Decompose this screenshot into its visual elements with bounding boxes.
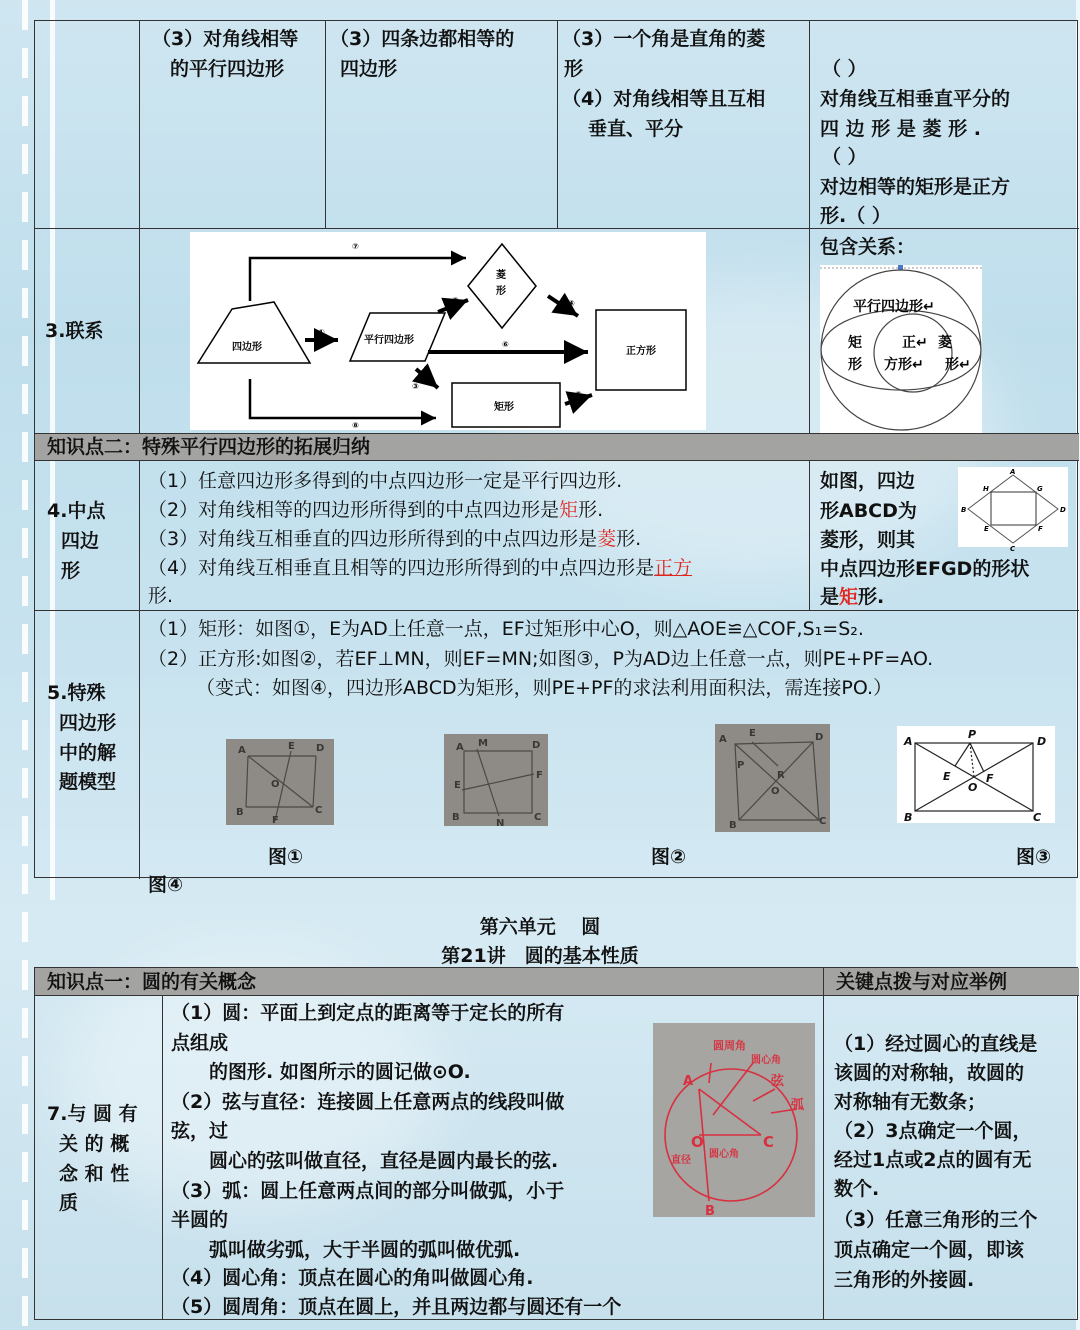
tips-cell [824,996,1079,1319]
section2-header [35,434,1079,461]
svg-text:E: E [984,525,989,533]
model-line-3: （变式：如图④，四边形ABCD为矩形，则PE+PF的求法利用面积法，需连接PO.） [196,677,893,699]
circle-label-cell [35,996,163,1319]
text-line: 对角线互相垂直平分的 [820,88,1011,110]
svg-text:弧: 弧 [791,1098,805,1113]
label-line: 四边 [61,530,100,552]
svg-text:C: C [315,805,323,816]
example-line: 形ABCD为 [820,500,917,522]
lecture-title: 第21讲 圆的基本性质 [441,945,639,967]
row-continued-col5 [810,21,1079,229]
venn-diagram [820,265,982,433]
blank-answer: （ ） [822,58,867,80]
row-continued-col2 [140,21,326,229]
concept-line: （5）圆周角：顶点在圆上，并且两边都与圆还有一个 [171,1296,622,1318]
svg-text:B: B [904,811,913,824]
concept-line: （3）弧：圆上任意两点间的部分叫做弧，小于 [171,1180,565,1202]
svg-text:四边形: 四边形 [232,342,262,353]
figure-1-photo [226,739,334,825]
svg-text:平行四边形: 平行四边形 [364,335,414,346]
tip-line: 该圆的对称轴，故圆的 [834,1062,1025,1084]
text-line: 的平行四边形 [170,58,285,80]
text-line: （3）对角线相等 [152,28,299,50]
relation-label-cell [35,229,140,434]
label-line: 关 的 概 [59,1133,130,1155]
svg-text:O: O [771,786,780,797]
svg-text:D: D [815,732,824,743]
caption-fig-1: 图① [268,846,304,868]
concept-line: 半圆的 [171,1209,229,1231]
model-line-1: （1）矩形：如图①，E为AD上任意一点，EF过矩形中心O，则△AOE≌△COF,S₁=S₂. [148,618,864,640]
label-line: 念 和 性 [59,1163,130,1185]
blank-answer: （ ） [822,146,867,168]
svg-text:弦: 弦 [771,1074,785,1089]
svg-text:A: A [904,735,913,748]
caption-fig-4: 图④ [148,874,184,896]
svg-text:⑤: ⑤ [575,390,582,399]
concept-line: （1）圆：平面上到定点的距离等于定长的所有 [171,1002,565,1024]
figure-3-photo [715,724,830,832]
svg-text:A: A [238,745,246,756]
svg-text:C: C [1033,811,1042,824]
midpoint-item-4: （4）对角线互相垂直且相等的四边形所得到的中点四边形是正方 [148,557,693,579]
text-line: 形.（ ） [820,205,891,227]
svg-text:F: F [272,815,279,826]
rhombus-midpoint-figure [958,467,1068,553]
svg-text:A: A [456,742,464,753]
concept-header-text: 知识点一：圆的有关概念 [47,971,257,993]
concept-line: （4）圆心角：顶点在圆心的角叫做圆心角. [171,1267,534,1289]
svg-text:F: F [536,770,543,781]
text-line: （4）对角线相等且互相 [562,88,766,110]
svg-text:正↵: 正↵ [902,335,928,351]
concept-line: 弧叫做劣弧，大于半圆的弧叫做优弧. [171,1239,521,1261]
svg-text:D: D [532,740,541,751]
svg-text:D: D [1037,735,1047,748]
concept-header [35,968,824,996]
svg-text:④: ④ [568,299,575,308]
text-line: 四 边 形 是 菱 形 . [820,118,981,140]
svg-text:B: B [961,506,967,514]
svg-text:M: M [478,738,488,749]
concept-line: 弦，过 [171,1120,229,1142]
model-label-cell [35,611,140,879]
svg-text:C: C [763,1133,775,1151]
label-line: 四边形 [59,712,117,734]
svg-text:R: R [777,770,785,781]
text-line: 垂直、平分 [588,118,684,140]
model-line-2: （2）正方形:如图②，若EF⊥MN，则EF=MN;如图③，P为AD边上任意一点，则PE+PF=AO. [148,648,934,670]
svg-text:A: A [683,1074,694,1089]
figure-4-diagram [897,726,1055,823]
tip-line: 经过1点或2点的圆有无 [834,1149,1032,1171]
inclusion-title: 包含关系： [820,236,916,258]
svg-text:D: D [316,743,325,754]
svg-text:O: O [271,779,280,790]
svg-text:矩形: 矩形 [494,402,514,413]
decorative-dashed-line [22,0,28,1330]
circle-photo [653,1023,815,1217]
svg-text:B: B [236,807,244,818]
tip-line: （3）任意三角形的三个 [834,1209,1038,1231]
tip-line: 三角形的外接圆. [834,1269,975,1291]
example-conclusion: 是矩形. [820,586,885,608]
text-line: 四边形 [340,58,398,80]
svg-text:O: O [691,1133,704,1151]
svg-text:⑥: ⑥ [502,340,509,349]
midpoint-label-cell [35,461,140,611]
svg-text:圆心角: 圆心角 [751,1055,781,1066]
svg-text:D: D [1060,506,1066,514]
svg-text:B: B [452,812,460,823]
label-line: 题模型 [59,771,117,793]
concept-line: （2）弦与直径：连接圆上任意两点的线段叫做 [171,1091,565,1113]
tips-header-text: 关键点拨与对应举例 [836,971,1008,993]
svg-text:直径: 直径 [671,1155,691,1166]
example-line: 菱形，则其 [820,529,916,551]
svg-text:C: C [1010,545,1016,553]
svg-text:E: E [454,780,461,791]
midpoint-item-1: （1）任意四边形多得到的中点四边形一定是平行四边形. [148,470,623,492]
label-line: 形 [61,560,81,582]
svg-text:圆心角: 圆心角 [709,1149,739,1160]
svg-text:B: B [729,820,737,831]
tip-line: 对称轴有无数条； [834,1091,987,1113]
svg-text:E: E [749,728,756,739]
bottom-table [34,967,1078,1320]
tip-line: 数个. [834,1178,880,1200]
svg-text:B: B [705,1204,715,1219]
label-line: 7.与 圆 有 [47,1103,138,1125]
label-line: 4.中点 [47,500,106,522]
svg-text:⑧: ⑧ [352,421,359,430]
figure-2-photo [444,734,548,829]
caption-fig-2: 图② [651,846,687,868]
midpoint-content-cell [140,461,810,611]
svg-text:F: F [986,772,994,785]
midpoint-item-2: （2）对角线相等的四边形所得到的中点四边形是矩形. [148,499,604,521]
concept-line: 点组成 [171,1032,229,1054]
tip-line: （1）经过圆心的直线是 [834,1033,1038,1055]
tip-line: 顶点确定一个圆，即该 [834,1239,1025,1261]
svg-text:形: 形 [496,286,506,297]
svg-text:O: O [968,781,978,794]
text-line: （3）四条边都相等的 [330,28,515,50]
row-continued-col4 [558,21,810,229]
svg-text:圆周角: 圆周角 [713,1039,746,1052]
svg-text:E: E [943,770,951,783]
label-line: 中的解 [59,742,117,764]
row-continued-label-cell [35,21,140,229]
svg-text:A: A [719,734,727,745]
svg-text:菱: 菱 [496,270,506,281]
section2-header-text: 知识点二：特殊平行四边形的拓展归纳 [47,436,371,458]
concept-line: 圆心的弦叫做直径，直径是圆内最长的弦. [171,1150,559,1172]
example-line: 中点四边形EFGD的形状 [820,558,1030,580]
svg-text:矩: 矩 [848,335,862,351]
inclusion-cell [810,229,1079,434]
svg-text:正方形: 正方形 [626,346,656,357]
example-line: 如图，四边 [820,470,916,492]
svg-text:形: 形 [848,357,862,373]
relation-label: 3.联系 [45,320,104,342]
label-line: 5.特殊 [47,682,106,704]
svg-text:N: N [496,818,505,829]
svg-text:G: G [1037,485,1043,493]
circle-content-cell [163,996,824,1319]
svg-text:形↵: 形↵ [945,357,971,373]
midpoint-item-3: （3）对角线互相垂直的四边形所得到的中点四边形是菱形. [148,528,642,550]
flowchart-diagram [190,232,706,430]
text-line: 对边相等的矩形是正方 [820,176,1011,198]
svg-text:A: A [1010,468,1016,476]
svg-text:P: P [968,728,977,741]
tips-header [824,968,1079,996]
svg-text:方形↵: 方形↵ [884,357,924,373]
svg-text:E: E [288,741,295,752]
svg-text:②: ② [452,296,459,305]
svg-text:F: F [1038,525,1043,533]
text-line: 形 [564,58,584,80]
svg-text:③: ③ [412,382,419,391]
midpoint-example-cell [810,461,1079,611]
caption-fig-3: 图③ [1016,846,1052,868]
svg-text:P: P [737,760,745,771]
relation-diagram-cell [140,229,810,434]
svg-text:①: ① [318,328,325,337]
svg-text:平行四边形↵: 平行四边形↵ [853,299,935,315]
midpoint-item-4-tail: 形. [148,585,174,607]
label-line: 质 [59,1192,79,1214]
row-continued-col3 [326,21,558,229]
model-content-cell [140,611,1079,896]
tip-line: （2）3点确定一个圆， [834,1120,1032,1142]
svg-text:C: C [534,812,542,823]
unit-title: 第六单元 圆 [479,916,601,938]
top-table [34,20,1078,896]
svg-text:H: H [983,485,989,493]
svg-text:菱: 菱 [938,335,952,351]
concept-line: 的图形. 如图所示的圆记做⊙O. [171,1061,471,1083]
text-line: （3）一个角是直角的菱 [562,28,766,50]
svg-text:⑦: ⑦ [352,242,359,251]
svg-text:C: C [819,816,827,827]
